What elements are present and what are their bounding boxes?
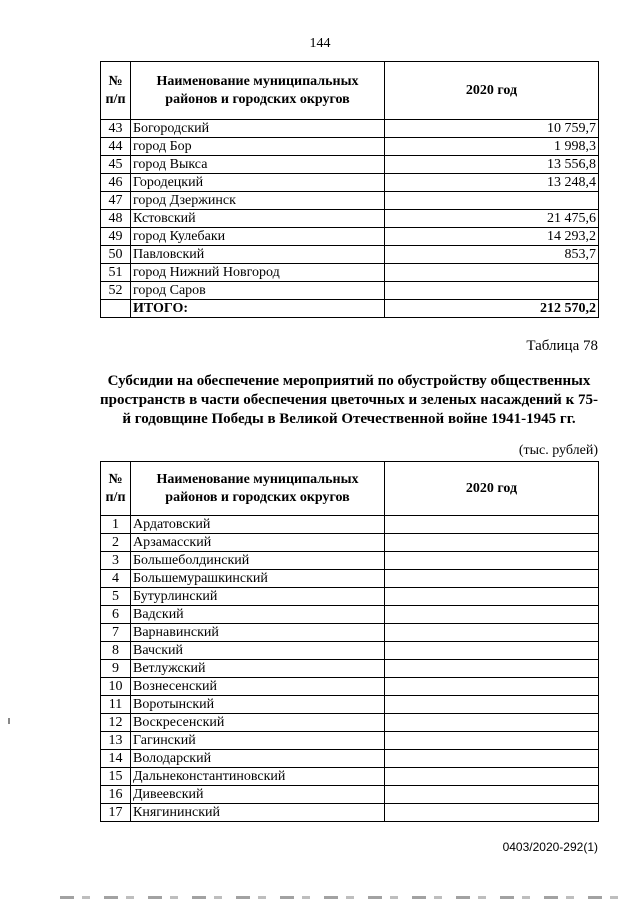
row-name: Гагинский — [131, 732, 385, 750]
row-number: 46 — [101, 174, 131, 192]
table-row — [101, 516, 599, 534]
row-number: 13 — [101, 732, 131, 750]
table-row — [101, 282, 599, 300]
row-value — [385, 696, 599, 714]
table-77-body — [101, 120, 599, 318]
table-row — [101, 120, 599, 138]
table-row — [101, 606, 599, 624]
document-code: 0403/2020-292(1) — [502, 840, 598, 854]
row-name: город Дзержинск — [131, 192, 385, 210]
table-row — [101, 156, 599, 174]
row-value — [385, 768, 599, 786]
row-value — [385, 678, 599, 696]
table-row — [101, 534, 599, 552]
row-number: 47 — [101, 192, 131, 210]
table-78-body — [101, 516, 599, 822]
table-77-continuation — [100, 61, 599, 318]
row-number: 51 — [101, 264, 131, 282]
row-value — [385, 642, 599, 660]
row-name: город Нижний Новгород — [131, 264, 385, 282]
row-name: Богородский — [131, 120, 385, 138]
row-number: 14 — [101, 750, 131, 768]
table-row — [101, 660, 599, 678]
row-number: 9 — [101, 660, 131, 678]
table-row — [101, 138, 599, 156]
table-78-title: Субсидии на обеспечение мероприятий по обустройству общественных пространств в части обеспечения цветочных и зеленых насаждений к 75-й годовщине Победы в Великой Отечественной войне 1941-1945 гг. — [100, 373, 598, 427]
row-name: Бутурлинский — [131, 588, 385, 606]
row-value — [385, 552, 599, 570]
table-row — [101, 714, 599, 732]
row-value — [385, 570, 599, 588]
table-row — [101, 570, 599, 588]
header-name: Наименование муниципальных районов и городских округов — [131, 62, 385, 120]
row-name: Дивеевский — [131, 786, 385, 804]
table-row — [101, 228, 599, 246]
row-value — [385, 786, 599, 804]
row-number: 5 — [101, 588, 131, 606]
row-number: 1 — [101, 516, 131, 534]
table-row — [101, 732, 599, 750]
row-name: город Кулебаки — [131, 228, 385, 246]
row-number: 48 — [101, 210, 131, 228]
scan-edge-artifact — [60, 896, 620, 899]
row-value: 13 248,4 — [385, 174, 599, 192]
row-number: 43 — [101, 120, 131, 138]
row-name: Воскресенский — [131, 714, 385, 732]
row-value: 21 475,6 — [385, 210, 599, 228]
row-name: Володарский — [131, 750, 385, 768]
row-value — [385, 192, 599, 210]
row-value: 10 759,7 — [385, 120, 599, 138]
row-name: Воротынский — [131, 696, 385, 714]
row-number: 17 — [101, 804, 131, 822]
row-name: Большеболдинский — [131, 552, 385, 570]
table-row — [101, 264, 599, 282]
page-number: 144 — [309, 36, 331, 51]
row-value — [385, 516, 599, 534]
row-name: Городецкий — [131, 174, 385, 192]
table-row — [101, 804, 599, 822]
table-row — [101, 678, 599, 696]
row-value — [385, 660, 599, 678]
row-value: 853,7 — [385, 246, 599, 264]
row-number: 45 — [101, 156, 131, 174]
row-name: город Бор — [131, 138, 385, 156]
row-number: 10 — [101, 678, 131, 696]
row-name: Большемурашкинский — [131, 570, 385, 588]
row-number: 16 — [101, 786, 131, 804]
row-name: Княгининский — [131, 804, 385, 822]
row-name: Арзамасский — [131, 534, 385, 552]
row-name: Вачский — [131, 642, 385, 660]
table-row — [101, 588, 599, 606]
row-number: 4 — [101, 570, 131, 588]
row-name: Ветлужский — [131, 660, 385, 678]
row-number: 49 — [101, 228, 131, 246]
table-row — [101, 768, 599, 786]
row-name: Ардатовский — [131, 516, 385, 534]
row-value — [385, 732, 599, 750]
row-name: Кстовский — [131, 210, 385, 228]
row-name: Вознесенский — [131, 678, 385, 696]
row-value — [385, 534, 599, 552]
header-num: № п/п — [101, 462, 131, 516]
row-value — [385, 264, 599, 282]
table-row — [101, 750, 599, 768]
header-num: № п/п — [101, 62, 131, 120]
row-name: Дальнеконстантиновский — [131, 768, 385, 786]
total-row — [101, 300, 599, 318]
table-row — [101, 696, 599, 714]
table-row — [101, 642, 599, 660]
scan-artifact — [8, 718, 10, 724]
table-row — [101, 786, 599, 804]
row-value — [385, 606, 599, 624]
row-name: Павловский — [131, 246, 385, 264]
header-name: Наименование муниципальных районов и городских округов — [131, 462, 385, 516]
row-value: 14 293,2 — [385, 228, 599, 246]
row-number: 8 — [101, 642, 131, 660]
total-label: ИТОГО: — [131, 300, 385, 318]
table-row — [101, 624, 599, 642]
row-number: 7 — [101, 624, 131, 642]
table-row — [101, 552, 599, 570]
row-value — [385, 750, 599, 768]
row-name: Варнавинский — [131, 624, 385, 642]
row-number: 2 — [101, 534, 131, 552]
table-row — [101, 192, 599, 210]
row-value — [385, 624, 599, 642]
row-number: 11 — [101, 696, 131, 714]
table-78-label: Таблица 78 — [526, 338, 598, 354]
row-number: 3 — [101, 552, 131, 570]
row-number: 15 — [101, 768, 131, 786]
row-value: 13 556,8 — [385, 156, 599, 174]
header-year: 2020 год — [385, 62, 599, 120]
table-row — [101, 174, 599, 192]
row-value: 1 998,3 — [385, 138, 599, 156]
total-num — [101, 300, 131, 318]
table-78 — [100, 461, 599, 822]
row-number: 12 — [101, 714, 131, 732]
row-number: 44 — [101, 138, 131, 156]
row-number: 50 — [101, 246, 131, 264]
row-name: город Саров — [131, 282, 385, 300]
row-name: Вадский — [131, 606, 385, 624]
row-name: город Выкса — [131, 156, 385, 174]
row-number: 6 — [101, 606, 131, 624]
units-label: (тыс. рублей) — [518, 443, 598, 458]
header-year: 2020 год — [385, 462, 599, 516]
row-value — [385, 282, 599, 300]
total-value: 212 570,2 — [385, 300, 599, 318]
table-row — [101, 246, 599, 264]
row-value — [385, 804, 599, 822]
row-number: 52 — [101, 282, 131, 300]
table-row — [101, 210, 599, 228]
row-value — [385, 588, 599, 606]
row-value — [385, 714, 599, 732]
